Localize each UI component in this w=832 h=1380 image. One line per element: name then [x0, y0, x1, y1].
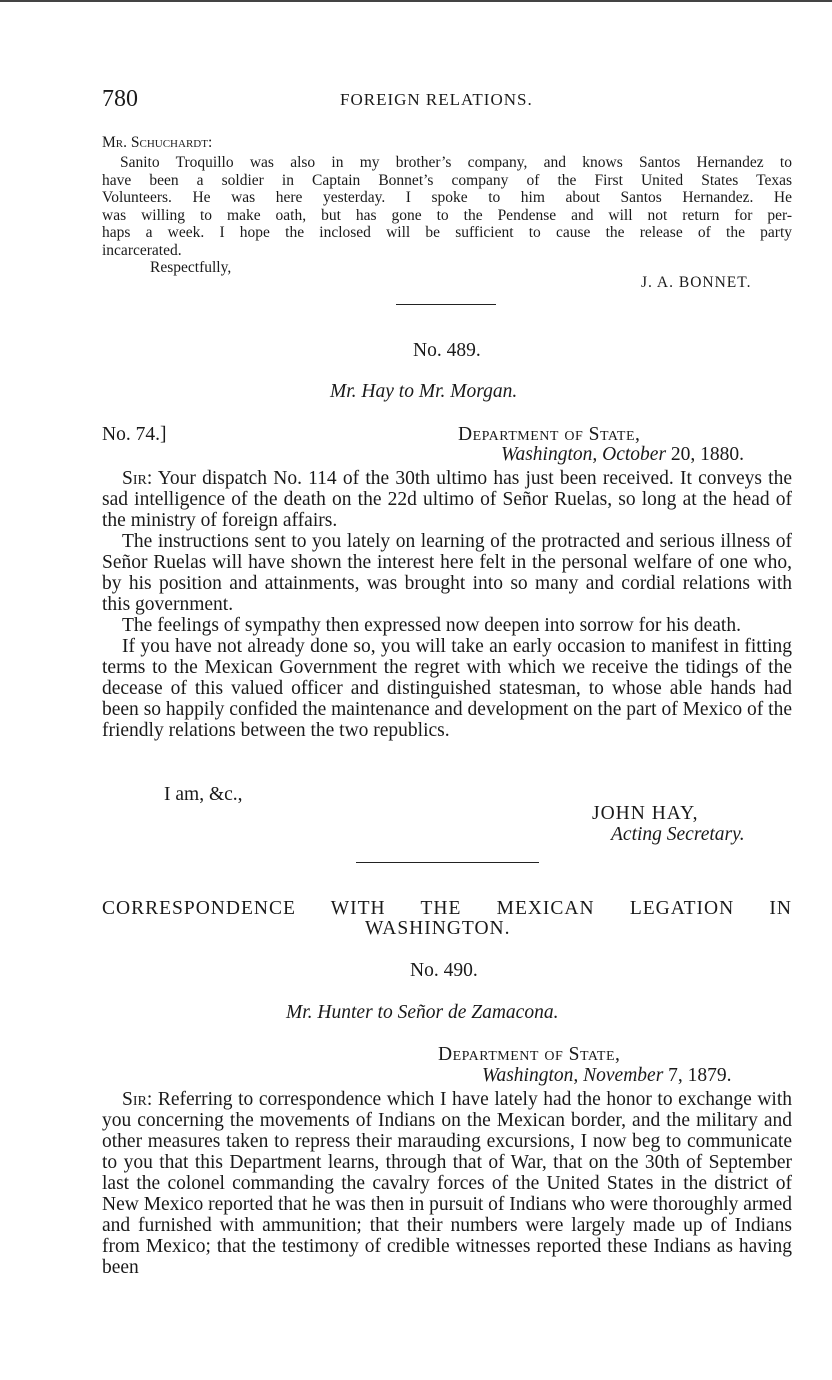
- letter-line: was willing to make oath, but has gone to the Pendense and will not return for per-: [102, 206, 792, 224]
- letter-line: Sanito Troquillo was also in my brother’s company, and knows Santos Hernandez to: [120, 154, 792, 171]
- section-heading-line2: WASHINGTON.: [365, 918, 511, 939]
- letter-line: Volunteers. He was here yesterday. I spoke to him about Santos Hernandez. He: [102, 189, 792, 206]
- page-number: 780: [102, 86, 138, 112]
- date: 20, 1880.: [670, 444, 745, 465]
- place: Washington,: [482, 1065, 579, 1086]
- letter-line: have been a soldier in Captain Bonnet’s company of the First United States Texas: [102, 171, 792, 189]
- signature-489: JOHN HAY,: [592, 803, 699, 824]
- month: October: [602, 444, 667, 465]
- paragraph: The instructions sent to you lately on learning of the protracted and serious illness of Señor Ruelas will have shown the interest here felt in the personal welfare of one who, by his position and attainments, was brought into so many and cordial relations with this government.: [102, 531, 792, 615]
- page-top-border: [0, 0, 832, 2]
- document-title-489: Mr. Hay to Mr. Morgan.: [330, 381, 518, 402]
- date: 7, 1879.: [668, 1065, 732, 1086]
- paragraph-text: Referring to correspondence which I have lately had the honor to exchange with you concerning the movements of Indians on the Mexican border, and the military and other measures taken to repress their marauding excursions, I now beg to communicate to you that this Department learns, through that of War, that on the 30th of September last the colonel commanding the cavalry forces of the United States in the district of New Mexico reported that he was then in pursuit of Indians who were thoroughly armed and furnished with ammunition; that their numbers were largely made up of Indians from Mexico; that the testimony of credible witnesses reported these Indians as having been: [102, 1089, 792, 1278]
- department-heading-489: Department of State,: [458, 424, 641, 445]
- paragraph: [102, 1089, 792, 1278]
- running-title: FOREIGN RELATIONS.: [340, 90, 533, 109]
- closing-489: I am, &c.,: [164, 784, 243, 805]
- month: November: [583, 1065, 664, 1086]
- place-date-490: [482, 1065, 732, 1086]
- salutation: Sir:: [122, 1089, 153, 1110]
- place-date-489: [501, 444, 744, 465]
- paragraph-text: Your dispatch No. 114 of the 30th ultimo has just been received. It conveys the sad intelligence of the death on the 22d ultimo of Señor Ruelas, so long at the head of the ministry of foreign affairs.: [102, 468, 793, 531]
- section-divider: [356, 862, 539, 863]
- paragraph: The feelings of sympathy then expressed now deepen into sorrow for his death.: [122, 615, 741, 636]
- letter-closing: Respectfully,: [150, 259, 232, 276]
- document-title-490: Mr. Hunter to Señor de Zamacona.: [286, 1002, 559, 1023]
- letter-line: incarcerated.: [102, 241, 182, 259]
- department-heading-490: Department of State,: [438, 1044, 621, 1065]
- paragraph: [102, 468, 792, 531]
- letter-addressee: Mr. Schuchardt:: [102, 134, 213, 151]
- paragraph: If you have not already done so, you will take an early occasion to manifest in fitting terms to the Mexican Government the regret with which we receive the tidings of the decease of this valued officer and distinguished statesman, to whose able hands had been so happily confided the maintenance and development on the part of Mexico of the friendly relations between the two republics.: [102, 636, 792, 741]
- letter-line: haps a week. I hope the inclosed will be sufficient to cause the release of the party: [102, 224, 792, 241]
- place: Washington,: [501, 444, 598, 465]
- signature-title-489: Acting Secretary.: [611, 824, 745, 845]
- letter-490-body: [102, 1089, 792, 1278]
- document-number-490: No. 490.: [410, 960, 478, 981]
- section-divider: [396, 304, 496, 305]
- letter-signature: J. A. BONNET.: [641, 274, 752, 291]
- reference-number: No. 74.]: [102, 424, 167, 445]
- section-heading: CORRESPONDENCE WITH THE MEXICAN LEGATION IN: [102, 898, 792, 919]
- salutation: Sir:: [122, 468, 153, 489]
- document-number-489: No. 489.: [413, 340, 481, 361]
- letter-body: [102, 154, 792, 259]
- letter-489-body: [102, 468, 792, 741]
